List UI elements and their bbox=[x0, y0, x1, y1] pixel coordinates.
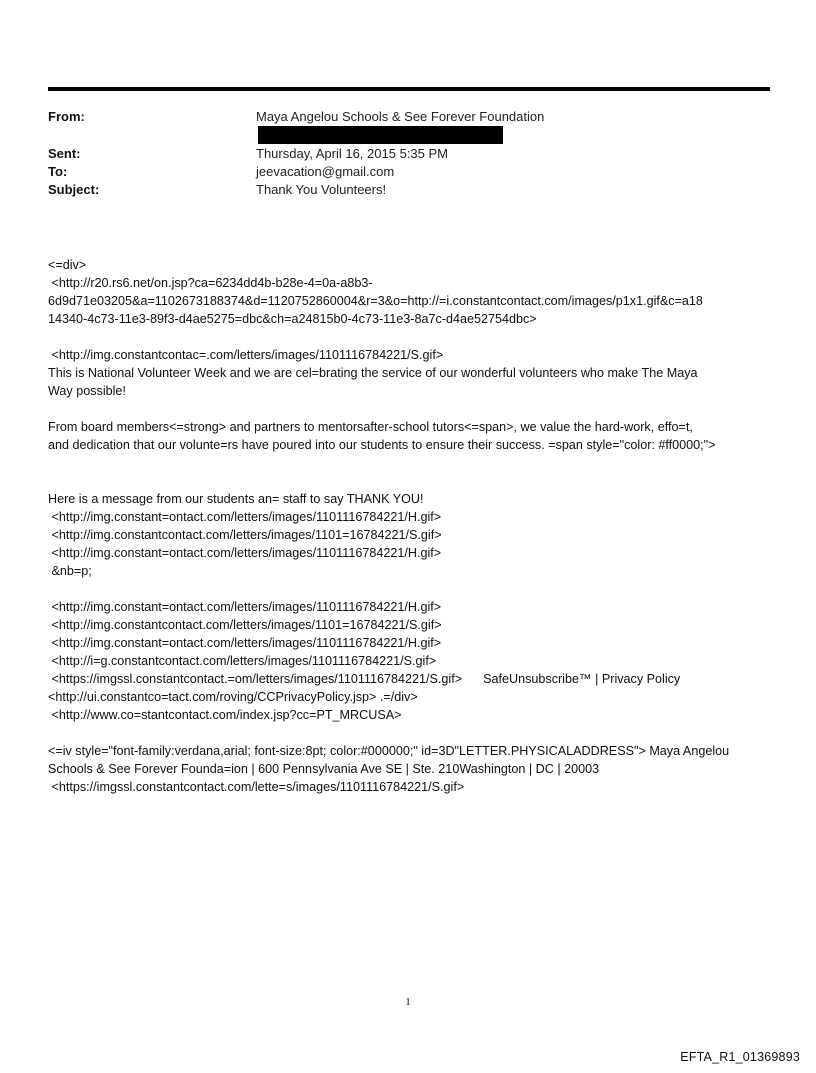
body-line: and dedication that our volunte=rs have poured into our students to ensure their success. =span style="color: #ff0000;"> bbox=[48, 438, 716, 452]
body-line: <http://img.constant=ontact.com/letters/images/1101116784221/H.gif> bbox=[48, 510, 442, 524]
body-line: <=iv style="font-family:verdana,arial; font-size:8pt; color:#000000;" id=3D"LETTER.PHYSICALADDRESS"> Maya Angelou bbox=[48, 744, 730, 758]
body-line: <http://img.constant=ontact.com/letters/images/1101116784221/H.gif> bbox=[48, 600, 442, 614]
body-line: From board members<=strong> and partners to mentorsafter-school tutors<=span>, we value the hard-work, effo=t, bbox=[48, 420, 693, 434]
document-id: EFTA_R1_01369893 bbox=[680, 1050, 800, 1064]
body-line: <=div> bbox=[48, 258, 87, 272]
header-rule bbox=[48, 87, 770, 91]
body-line: <https://imgssl.constantcontact.com/lette=s/images/1101116784221/S.gif> bbox=[48, 780, 465, 794]
body-line: <http://img.constantcontact.com/letters/images/1101=16784221/S.gif> bbox=[48, 618, 442, 632]
from-value: Maya Angelou Schools & See Forever Foundation bbox=[256, 109, 545, 124]
from-label: From: bbox=[48, 109, 85, 124]
email-body bbox=[48, 256, 770, 796]
subject-value: Thank You Volunteers! bbox=[256, 182, 387, 197]
blank-line bbox=[48, 328, 770, 346]
body-line: This is National Volunteer Week and we are cel=brating the service of our wonderful volunteers who make The Maya bbox=[48, 366, 698, 380]
body-line: 6d9d71e03205&a=1102673188374&d=1120752860004&r=3&o=http://=i.constantcontact.com/images/p1x1.gif&c=a18 bbox=[48, 294, 703, 308]
subject-label: Subject: bbox=[48, 182, 100, 197]
blank-line bbox=[48, 454, 770, 472]
body-line: Here is a message from our students an= staff to say THANK YOU! bbox=[48, 492, 424, 506]
sent-value: Thursday, April 16, 2015 5:35 PM bbox=[256, 146, 448, 161]
body-line: <http://www.co=stantcontact.com/index.jsp?cc=PT_MRCUSA> bbox=[48, 708, 402, 722]
body-line: <http://img.constant=ontact.com/letters/images/1101116784221/H.gif> bbox=[48, 636, 442, 650]
sent-label: Sent: bbox=[48, 146, 81, 161]
to-label: To: bbox=[48, 164, 68, 179]
blank-line bbox=[48, 580, 770, 598]
body-line: &nb=p; bbox=[48, 564, 92, 578]
body-line: Way possible! bbox=[48, 384, 126, 398]
blank-line bbox=[48, 472, 770, 490]
body-line: <http://i=g.constantcontact.com/letters/images/1101116784221/S.gif> bbox=[48, 654, 437, 668]
blank-line bbox=[48, 400, 770, 418]
body-line: <http://ui.constantco=tact.com/roving/CCPrivacyPolicy.jsp> .=/div> bbox=[48, 690, 418, 704]
body-line: Schools & See Forever Founda=ion | 600 Pennsylvania Ave SE | Ste. 210Washington | DC | 20003 bbox=[48, 762, 600, 776]
blank-line bbox=[48, 724, 770, 742]
page-number: 1 bbox=[405, 996, 411, 1008]
body-line: <http://r20.rs6.net/on.jsp?ca=6234dd4b-b28e-4=0a-a8b3- bbox=[48, 276, 373, 290]
body-line: 14340-4c73-11e3-89f3-d4ae5275=dbc&ch=a24815b0-4c73-11e3-8a7c-d4ae52754dbc> bbox=[48, 312, 537, 326]
body-line: <http://img.constant=ontact.com/letters/images/1101116784221/H.gif> bbox=[48, 546, 442, 560]
body-line: <http://img.constantcontact.com/letters/images/1101=16784221/S.gif> bbox=[48, 528, 442, 542]
to-value: jeevacation@gmail.com bbox=[256, 164, 395, 179]
body-line: <http://img.constantcontac=.com/letters/images/1101116784221/S.gif> bbox=[48, 348, 444, 362]
redaction-bar bbox=[258, 126, 503, 144]
body-line: <https://imgssl.constantcontact.=om/letters/images/1101116784221/S.gif> SafeUnsubscribe™ | Privacy Policy bbox=[48, 672, 681, 686]
